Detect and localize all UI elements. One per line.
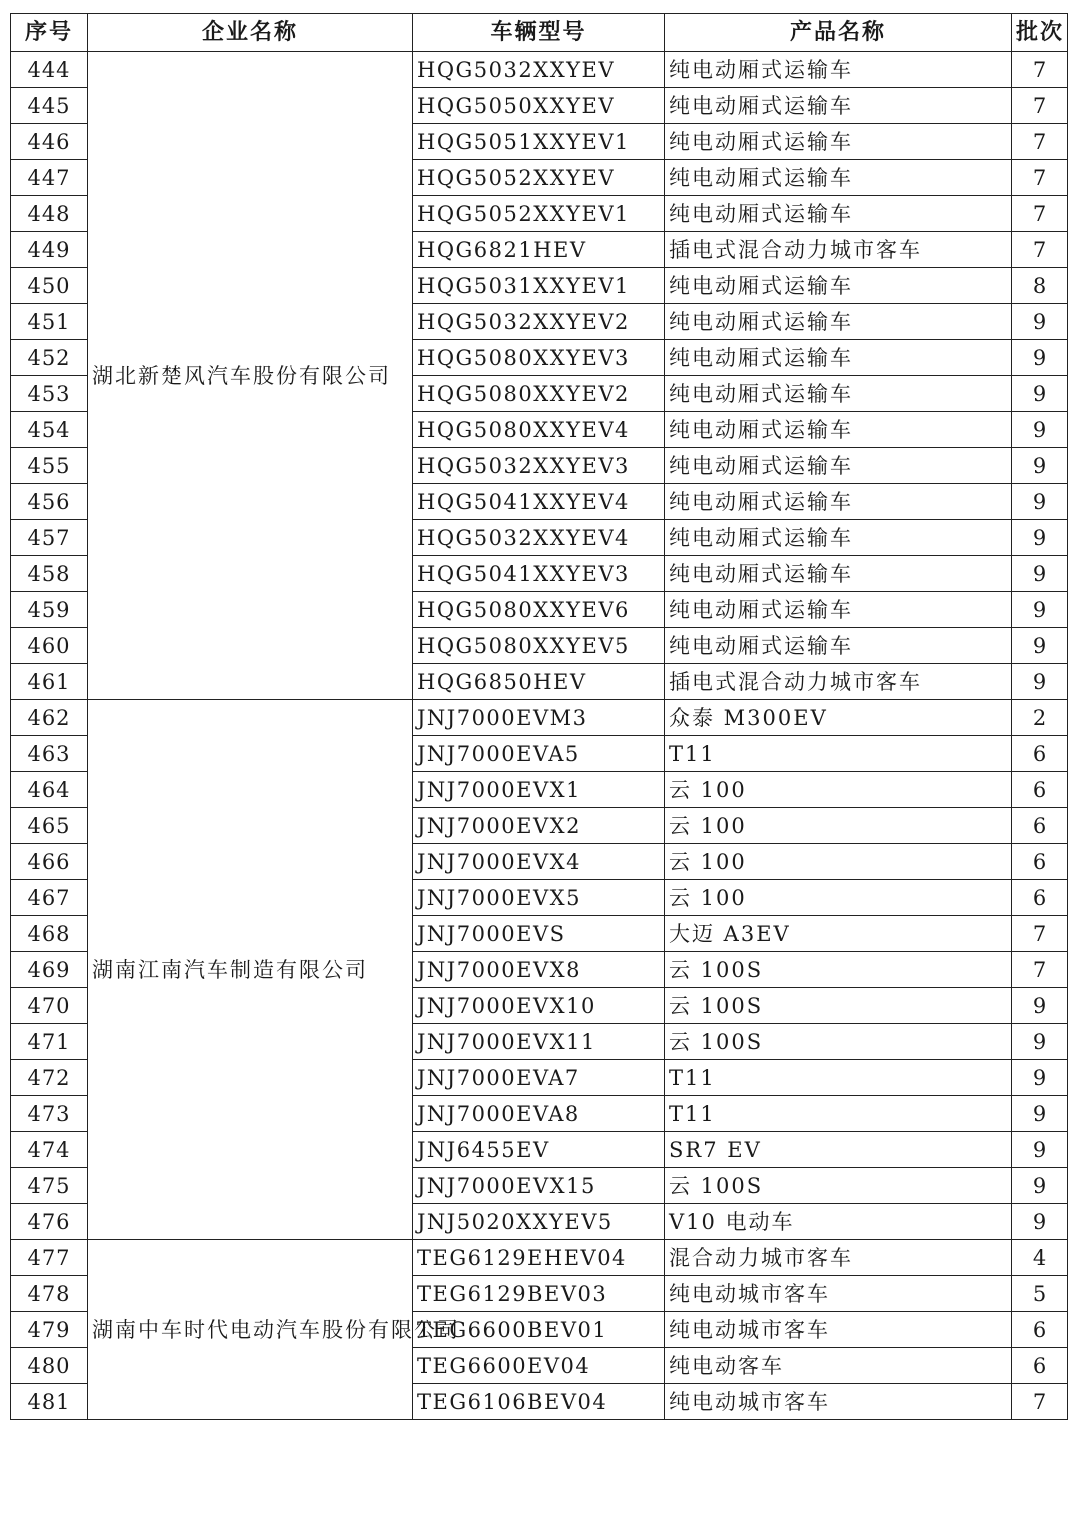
batch-cell: 7 [1012, 160, 1068, 196]
model-cell: HQG6850HEV [413, 664, 665, 700]
seq-cell: 470 [11, 988, 88, 1024]
seq-cell: 451 [11, 304, 88, 340]
product-cell: 云 100 [665, 772, 1012, 808]
batch-cell: 6 [1012, 736, 1068, 772]
product-cell: T11 [665, 1096, 1012, 1132]
seq-cell: 469 [11, 952, 88, 988]
product-cell: 纯电动厢式运输车 [665, 88, 1012, 124]
product-cell: 纯电动厢式运输车 [665, 520, 1012, 556]
product-cell: 插电式混合动力城市客车 [665, 232, 1012, 268]
seq-cell: 465 [11, 808, 88, 844]
product-cell: 纯电动厢式运输车 [665, 448, 1012, 484]
batch-cell: 9 [1012, 556, 1068, 592]
product-cell: 插电式混合动力城市客车 [665, 664, 1012, 700]
model-cell: JNJ5020XXYEV5 [413, 1204, 665, 1240]
seq-cell: 467 [11, 880, 88, 916]
company-cell: 湖南江南汽车制造有限公司 [88, 700, 413, 1240]
model-cell: JNJ7000EVX2 [413, 808, 665, 844]
product-cell: 纯电动城市客车 [665, 1384, 1012, 1420]
batch-cell: 7 [1012, 196, 1068, 232]
model-cell: JNJ7000EVM3 [413, 700, 665, 736]
model-cell: HQG5080XXYEV2 [413, 376, 665, 412]
batch-cell: 9 [1012, 1132, 1068, 1168]
batch-cell: 9 [1012, 520, 1068, 556]
table-row [11, 52, 1068, 88]
batch-cell: 6 [1012, 844, 1068, 880]
seq-cell: 454 [11, 412, 88, 448]
batch-cell: 9 [1012, 1060, 1068, 1096]
seq-cell: 480 [11, 1348, 88, 1384]
batch-cell: 4 [1012, 1240, 1068, 1276]
model-cell: HQG5041XXYEV4 [413, 484, 665, 520]
model-cell: HQG6821HEV [413, 232, 665, 268]
batch-cell: 5 [1012, 1276, 1068, 1312]
model-cell: JNJ7000EVA8 [413, 1096, 665, 1132]
batch-cell: 6 [1012, 1312, 1068, 1348]
product-cell: 纯电动城市客车 [665, 1312, 1012, 1348]
batch-cell: 9 [1012, 448, 1068, 484]
table-row [11, 1240, 1068, 1276]
model-cell: HQG5050XXYEV [413, 88, 665, 124]
header-seq: 序号 [11, 14, 88, 52]
product-cell: V10 电动车 [665, 1204, 1012, 1240]
model-cell: HQG5032XXYEV3 [413, 448, 665, 484]
model-cell: JNJ7000EVX10 [413, 988, 665, 1024]
product-cell: 云 100S [665, 952, 1012, 988]
model-cell: HQG5080XXYEV3 [413, 340, 665, 376]
model-cell: JNJ7000EVX4 [413, 844, 665, 880]
batch-cell: 7 [1012, 52, 1068, 88]
product-cell: 纯电动城市客车 [665, 1276, 1012, 1312]
model-cell: JNJ7000EVX15 [413, 1168, 665, 1204]
header-model: 车辆型号 [413, 14, 665, 52]
product-cell: 纯电动厢式运输车 [665, 160, 1012, 196]
product-cell: T11 [665, 1060, 1012, 1096]
seq-cell: 446 [11, 124, 88, 160]
company-cell: 湖南中车时代电动汽车股份有限公司 [88, 1240, 413, 1420]
product-cell: SR7 EV [665, 1132, 1012, 1168]
model-cell: HQG5032XXYEV4 [413, 520, 665, 556]
seq-cell: 457 [11, 520, 88, 556]
product-cell: 纯电动客车 [665, 1348, 1012, 1384]
product-cell: 云 100S [665, 1168, 1012, 1204]
batch-cell: 9 [1012, 376, 1068, 412]
seq-cell: 475 [11, 1168, 88, 1204]
seq-cell: 476 [11, 1204, 88, 1240]
batch-cell: 7 [1012, 916, 1068, 952]
vehicle-catalog-table [10, 13, 1068, 1420]
model-cell: TEG6106BEV04 [413, 1384, 665, 1420]
seq-cell: 468 [11, 916, 88, 952]
model-cell: HQG5051XXYEV1 [413, 124, 665, 160]
batch-cell: 9 [1012, 304, 1068, 340]
model-cell: JNJ7000EVA5 [413, 736, 665, 772]
seq-cell: 461 [11, 664, 88, 700]
product-cell: 纯电动厢式运输车 [665, 340, 1012, 376]
product-cell: 云 100S [665, 1024, 1012, 1060]
model-cell: HQG5031XXYEV1 [413, 268, 665, 304]
product-cell: 云 100 [665, 880, 1012, 916]
batch-cell: 7 [1012, 232, 1068, 268]
batch-cell: 9 [1012, 412, 1068, 448]
batch-cell: 9 [1012, 484, 1068, 520]
table-body [11, 52, 1068, 1420]
seq-cell: 473 [11, 1096, 88, 1132]
table-row [11, 700, 1068, 736]
seq-cell: 448 [11, 196, 88, 232]
batch-cell: 7 [1012, 88, 1068, 124]
model-cell: HQG5080XXYEV5 [413, 628, 665, 664]
batch-cell: 6 [1012, 1348, 1068, 1384]
seq-cell: 478 [11, 1276, 88, 1312]
model-cell: JNJ7000EVX8 [413, 952, 665, 988]
seq-cell: 453 [11, 376, 88, 412]
batch-cell: 7 [1012, 952, 1068, 988]
seq-cell: 460 [11, 628, 88, 664]
seq-cell: 459 [11, 592, 88, 628]
seq-cell: 474 [11, 1132, 88, 1168]
header-batch: 批次 [1012, 14, 1068, 52]
model-cell: TEG6600EV04 [413, 1348, 665, 1384]
batch-cell: 9 [1012, 1024, 1068, 1060]
model-cell: JNJ7000EVS [413, 916, 665, 952]
seq-cell: 477 [11, 1240, 88, 1276]
product-cell: 纯电动厢式运输车 [665, 268, 1012, 304]
seq-cell: 447 [11, 160, 88, 196]
seq-cell: 444 [11, 52, 88, 88]
batch-cell: 9 [1012, 1204, 1068, 1240]
product-cell: 纯电动厢式运输车 [665, 304, 1012, 340]
batch-cell: 9 [1012, 1096, 1068, 1132]
seq-cell: 449 [11, 232, 88, 268]
batch-cell: 9 [1012, 628, 1068, 664]
product-cell: 纯电动厢式运输车 [665, 124, 1012, 160]
product-cell: 纯电动厢式运输车 [665, 592, 1012, 628]
seq-cell: 472 [11, 1060, 88, 1096]
product-cell: 云 100 [665, 808, 1012, 844]
batch-cell: 9 [1012, 340, 1068, 376]
product-cell: 纯电动厢式运输车 [665, 412, 1012, 448]
seq-cell: 481 [11, 1384, 88, 1420]
product-cell: 纯电动厢式运输车 [665, 376, 1012, 412]
header-product: 产品名称 [665, 14, 1012, 52]
batch-cell: 2 [1012, 700, 1068, 736]
seq-cell: 458 [11, 556, 88, 592]
model-cell: TEG6600BEV01 [413, 1312, 665, 1348]
seq-cell: 471 [11, 1024, 88, 1060]
seq-cell: 452 [11, 340, 88, 376]
product-cell: 众泰 M300EV [665, 700, 1012, 736]
model-cell: HQG5080XXYEV6 [413, 592, 665, 628]
seq-cell: 462 [11, 700, 88, 736]
seq-cell: 445 [11, 88, 88, 124]
model-cell: HQG5052XXYEV [413, 160, 665, 196]
batch-cell: 9 [1012, 664, 1068, 700]
company-cell: 湖北新楚风汽车股份有限公司 [88, 52, 413, 700]
seq-cell: 466 [11, 844, 88, 880]
product-cell: 云 100S [665, 988, 1012, 1024]
batch-cell: 9 [1012, 592, 1068, 628]
product-cell: 云 100 [665, 844, 1012, 880]
model-cell: JNJ7000EVX1 [413, 772, 665, 808]
seq-cell: 456 [11, 484, 88, 520]
batch-cell: 7 [1012, 124, 1068, 160]
batch-cell: 6 [1012, 772, 1068, 808]
product-cell: 大迈 A3EV [665, 916, 1012, 952]
model-cell: JNJ7000EVX5 [413, 880, 665, 916]
seq-cell: 464 [11, 772, 88, 808]
batch-cell: 6 [1012, 880, 1068, 916]
model-cell: TEG6129BEV03 [413, 1276, 665, 1312]
model-cell: JNJ6455EV [413, 1132, 665, 1168]
model-cell: JNJ7000EVA7 [413, 1060, 665, 1096]
seq-cell: 450 [11, 268, 88, 304]
model-cell: HQG5080XXYEV4 [413, 412, 665, 448]
product-cell: T11 [665, 736, 1012, 772]
batch-cell: 6 [1012, 808, 1068, 844]
model-cell: TEG6129EHEV04 [413, 1240, 665, 1276]
product-cell: 混合动力城市客车 [665, 1240, 1012, 1276]
seq-cell: 479 [11, 1312, 88, 1348]
model-cell: JNJ7000EVX11 [413, 1024, 665, 1060]
product-cell: 纯电动厢式运输车 [665, 556, 1012, 592]
batch-cell: 7 [1012, 1384, 1068, 1420]
header-company: 企业名称 [88, 14, 413, 52]
product-cell: 纯电动厢式运输车 [665, 196, 1012, 232]
seq-cell: 455 [11, 448, 88, 484]
model-cell: HQG5032XXYEV2 [413, 304, 665, 340]
header-row [11, 14, 1068, 52]
model-cell: HQG5052XXYEV1 [413, 196, 665, 232]
product-cell: 纯电动厢式运输车 [665, 484, 1012, 520]
model-cell: HQG5032XXYEV [413, 52, 665, 88]
product-cell: 纯电动厢式运输车 [665, 52, 1012, 88]
model-cell: HQG5041XXYEV3 [413, 556, 665, 592]
seq-cell: 463 [11, 736, 88, 772]
batch-cell: 8 [1012, 268, 1068, 304]
batch-cell: 9 [1012, 1168, 1068, 1204]
batch-cell: 9 [1012, 988, 1068, 1024]
product-cell: 纯电动厢式运输车 [665, 628, 1012, 664]
